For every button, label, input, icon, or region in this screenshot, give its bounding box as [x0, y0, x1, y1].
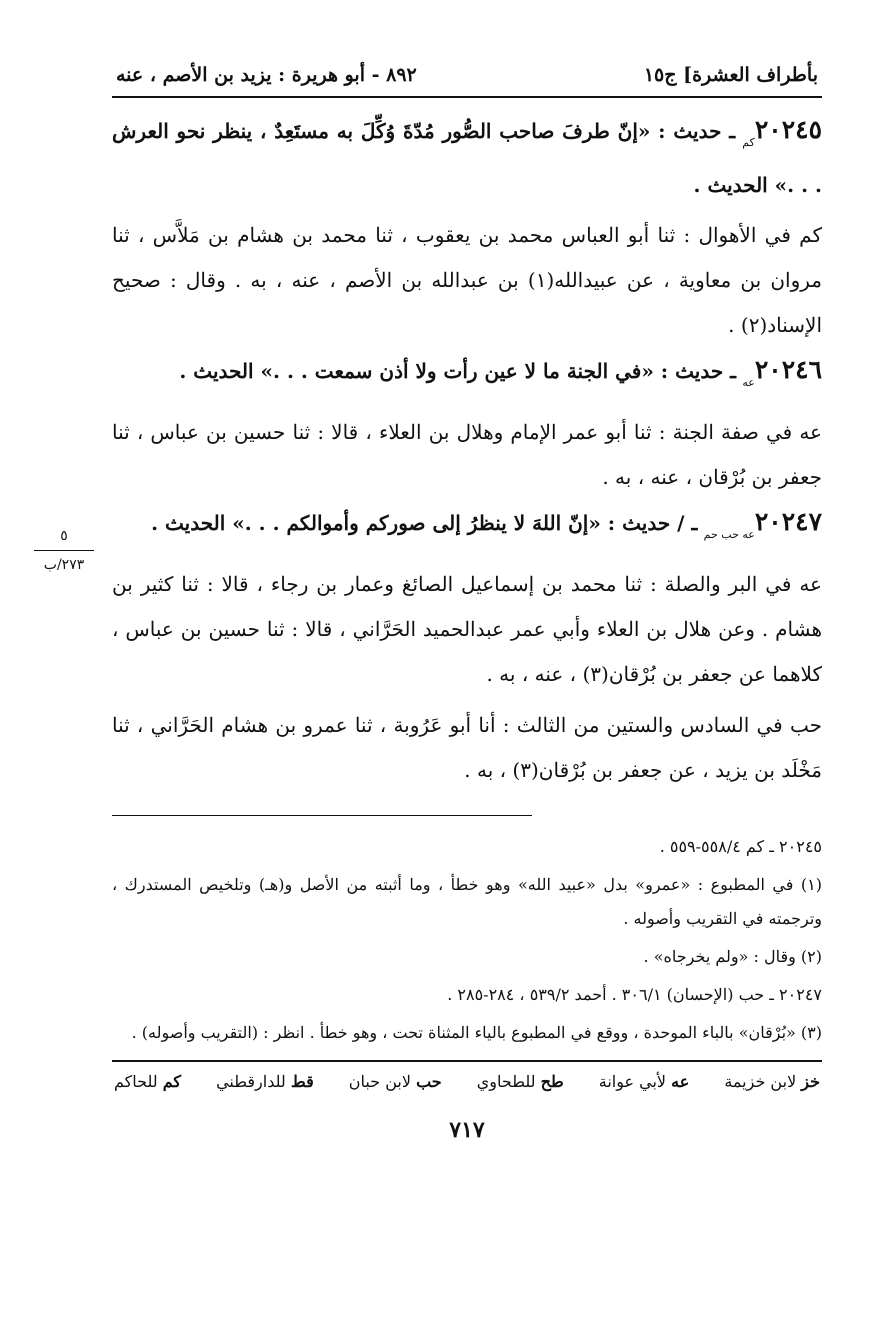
- legend-item: عه لأبي عوانة: [598, 1072, 690, 1091]
- footnote: (٣) «بُرْقان» بالباء الموحدة ، ووقع في المطبوع بالياء المثناة تحت ، وهو خطأ . انظر : (التقريب وأصوله) .: [131, 1023, 822, 1042]
- paragraph-awana-birr: عه في البر والصلة : ثنا محمد بن إسماعيل الصائغ وعمار بن رجاء ، قالا : ثنا كثير بن هشام . وعن هلال بن العلاء وأبي عمر عبدالحميد الحَرَّاني ، قالا : ثنا حسين بن عباس ، كلاهما عن جعفر بن بُرْقان(٣) ، عنه ، به .: [112, 572, 822, 686]
- header-left: ٨٩٢ - أبو هريرة : يزيد بن الأصم ، عنه: [116, 64, 417, 86]
- folio-top: ٥: [60, 528, 68, 544]
- entry-source-tag: عه حب حم: [703, 528, 755, 541]
- footnote-rule: [112, 815, 532, 816]
- manuscript-folio-note: [34, 528, 94, 573]
- legend-item: قط للدارقطني: [216, 1072, 314, 1091]
- paragraph-hibban: حب في السادس والستين من الثالث : أنا أبو عَرُوبة ، ثنا عمرو بن هشام الحَرَّاني ، ثنا مَخْلَد بن يزيد ، عن جعفر بن بُرْقان(٣) ، به .: [112, 713, 822, 782]
- entry-number: ٢٠٢٤٥: [754, 115, 822, 144]
- entry-source-tag: عه: [742, 376, 755, 389]
- footnote: ٢٠٢٤٧ ـ حب (الإحسان) ٣٠٦/١ . أحمد ٥٣٩/٢ ، ٢٨٤-٢٨٥ .: [447, 985, 822, 1004]
- header-rule: [112, 96, 822, 98]
- entry-text: ـ / حديث : «إنّ اللهَ لا ينظرُ إلى صوركم وأموالكم . . .» الحديث .: [151, 511, 698, 535]
- page-number: ٧١٧: [449, 1117, 485, 1143]
- entry-20245: [112, 108, 822, 207]
- entry-text: ـ حديث : «في الجنة ما لا عين رأت ولا أذن سمعت . . .» الحديث .: [179, 359, 737, 383]
- running-header: [112, 64, 822, 94]
- folio-bottom: ٢٧٣/ب: [43, 557, 85, 573]
- legend-item: كم للحاكم: [114, 1072, 182, 1091]
- legend-item: حب لابن حبان: [348, 1072, 442, 1091]
- entry-20246: [112, 348, 822, 404]
- legend-item: خز لابن خزيمة: [724, 1072, 820, 1091]
- legend-rule: [112, 1060, 822, 1062]
- abbreviation-legend: [112, 1072, 822, 1091]
- folio-divider: [34, 550, 94, 551]
- header-right: بأطراف العشرة] ج١٥: [643, 64, 818, 86]
- paragraph-awana-jannah: عه في صفة الجنة : ثنا أبو عمر الإمام وهلال بن العلاء ، قالا : ثنا حسين بن عباس ، ثنا جعفر بن بُرْقان ، عنه ، به .: [112, 420, 822, 489]
- paragraph-kam: كم في الأهوال : ثنا أبو العباس محمد بن يعقوب ، ثنا محمد بن هشام بن مَلاَّس ، ثنا مروان بن معاوية ، عن عبيدالله(١) بن عبدالله بن الأصم ، عنه ، به . وقال : صحيح الإسناد(٢) .: [112, 223, 822, 337]
- entry-text: ـ حديث : «إنّ طرفَ صاحب الصُّور مُدّةَ وُكِّلَ به مستَعِدٌ ، ينظر نحو العرش . . .» الحديث .: [112, 119, 822, 197]
- entry-number: ٢٠٢٤٦: [754, 355, 822, 384]
- legend-item: طح للطحاوي: [476, 1072, 564, 1091]
- footnote: ٢٠٢٤٥ ـ كم ٥٥٨/٤-٥٥٩ .: [659, 837, 822, 856]
- entry-source-tag: كم: [742, 136, 755, 149]
- entry-20247: [112, 500, 822, 556]
- footnote: (٢) وقال : «ولم يخرجاه» .: [643, 947, 822, 966]
- footnote: (١) في المطبوع : «عمرو» بدل «عبيد الله» وهو خطأ ، وما أثبته من الأصل و(هـ) وتلخيص المستدرك ، وترجمته في التقريب وأصوله .: [112, 875, 822, 928]
- entry-number: ٢٠٢٤٧: [754, 507, 822, 536]
- page: [112, 64, 822, 1143]
